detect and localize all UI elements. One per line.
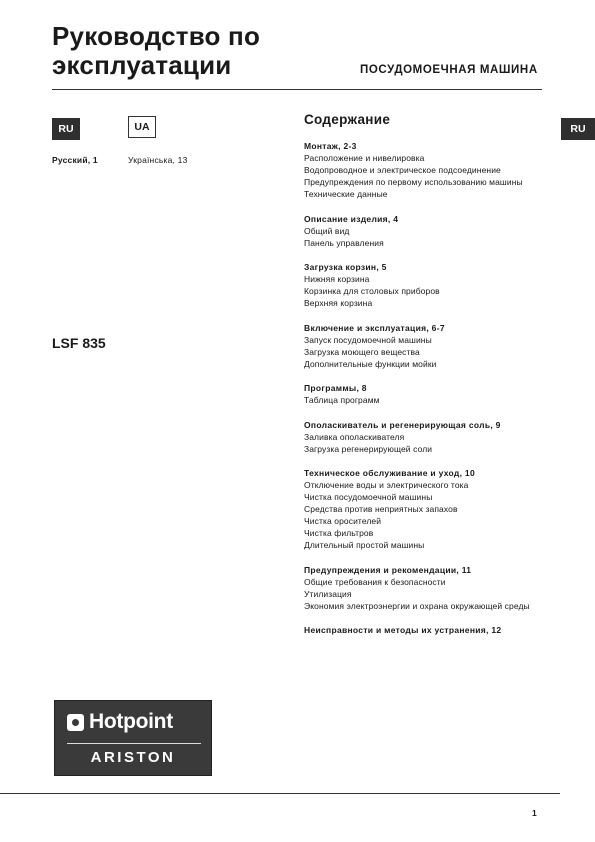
toc-section-heading[interactable]: Включение и эксплуатация, 6-7 <box>304 322 445 333</box>
toc-item[interactable]: Средства против неприятных запахов <box>304 504 458 514</box>
model-name: LSF 835 <box>52 335 106 351</box>
title-line-1: Руководство по <box>52 21 261 51</box>
toc-section-heading[interactable]: Предупреждения и рекомендации, 11 <box>304 564 472 575</box>
toc-section <box>304 322 564 370</box>
toc-item[interactable]: Чистка фильтров <box>304 528 374 538</box>
toc-section-heading[interactable]: Неисправности и методы их устранения, 12 <box>304 625 502 635</box>
product-type: ПОСУДОМОЕЧНАЯ МАШИНА <box>360 64 538 76</box>
toc-section-heading[interactable]: Техническое обслуживание и уход, 10 <box>304 468 475 478</box>
toc-item[interactable]: Общие требования к безопасности <box>304 576 446 587</box>
hotpoint-mark-icon <box>67 714 84 731</box>
toc-item[interactable]: Панель управления <box>304 237 384 248</box>
language-label-ua[interactable]: Українська, 13 <box>128 155 188 165</box>
toc-item[interactable]: Таблица программ <box>304 395 380 405</box>
toc-item[interactable]: Водопроводное и электрическое подсоединение <box>304 165 501 175</box>
title-line-2: эксплуатации <box>52 50 232 80</box>
toc-item[interactable]: Предупреждения по первому использованию машины <box>304 177 523 187</box>
language-label-ru[interactable]: Русский, 1 <box>52 155 98 165</box>
page-number: 1 <box>532 808 537 818</box>
logo-divider <box>67 743 201 744</box>
toc-title: Содержание <box>304 112 391 127</box>
toc-section-heading[interactable]: Монтаж, 2-3 <box>304 141 357 151</box>
toc-item[interactable]: Экономия электроэнергии и охрана окружающей среды <box>304 600 530 611</box>
toc-item[interactable]: Расположение и нивелировка <box>304 153 425 163</box>
toc-item[interactable]: Нижняя корзина <box>304 274 370 284</box>
toc-item[interactable]: Верхняя корзина <box>304 298 373 308</box>
toc-section <box>304 564 564 612</box>
toc-item[interactable]: Отключение воды и электрического тока <box>304 480 469 490</box>
toc-section-heading[interactable]: Программы, 8 <box>304 383 367 393</box>
toc-section-heading[interactable]: Загрузка корзин, 5 <box>304 262 387 272</box>
side-tab-ru: RU <box>561 118 595 140</box>
toc-item[interactable]: Чистка посудомоечной машины <box>304 492 433 502</box>
footer-divider <box>0 793 560 794</box>
table-of-contents <box>304 140 564 649</box>
toc-item[interactable]: Утилизация <box>304 588 352 599</box>
toc-item[interactable]: Заливка ополаскивателя <box>304 431 405 442</box>
toc-section-heading[interactable]: Описание изделия, 4 <box>304 213 399 224</box>
toc-item[interactable]: Чистка оросителей <box>304 516 382 526</box>
toc-section <box>304 213 564 249</box>
document-title <box>52 22 352 80</box>
toc-item[interactable]: Технические данные <box>304 189 388 199</box>
toc-section-heading[interactable]: Ополаскиватель и регенерирующая соль, 9 <box>304 419 501 430</box>
toc-section <box>304 261 564 309</box>
toc-item[interactable]: Длительный простой машины <box>304 540 425 550</box>
toc-item[interactable]: Запуск посудомоечной машины <box>304 334 432 345</box>
header-divider <box>52 89 542 90</box>
toc-item[interactable]: Загрузка моющего вещества <box>304 346 420 357</box>
logo-wordmark-ariston: ARISTON <box>90 749 176 766</box>
toc-section <box>304 467 564 551</box>
logo-wordmark-hotpoint: Hotpoint <box>89 710 173 733</box>
language-badge-ru[interactable]: RU <box>52 118 80 140</box>
toc-section <box>304 419 564 455</box>
toc-item[interactable]: Общий вид <box>304 225 350 236</box>
toc-item[interactable]: Корзинка для столовых приборов <box>304 286 440 296</box>
toc-item[interactable]: Загрузка регенерирующей соли <box>304 443 433 454</box>
toc-section <box>304 624 564 636</box>
toc-section <box>304 382 564 406</box>
hotpoint-ariston-logo <box>54 700 212 776</box>
language-badge-ua[interactable]: UA <box>128 116 156 138</box>
toc-section <box>304 140 564 200</box>
toc-item[interactable]: Дополнительные функции мойки <box>304 358 437 369</box>
